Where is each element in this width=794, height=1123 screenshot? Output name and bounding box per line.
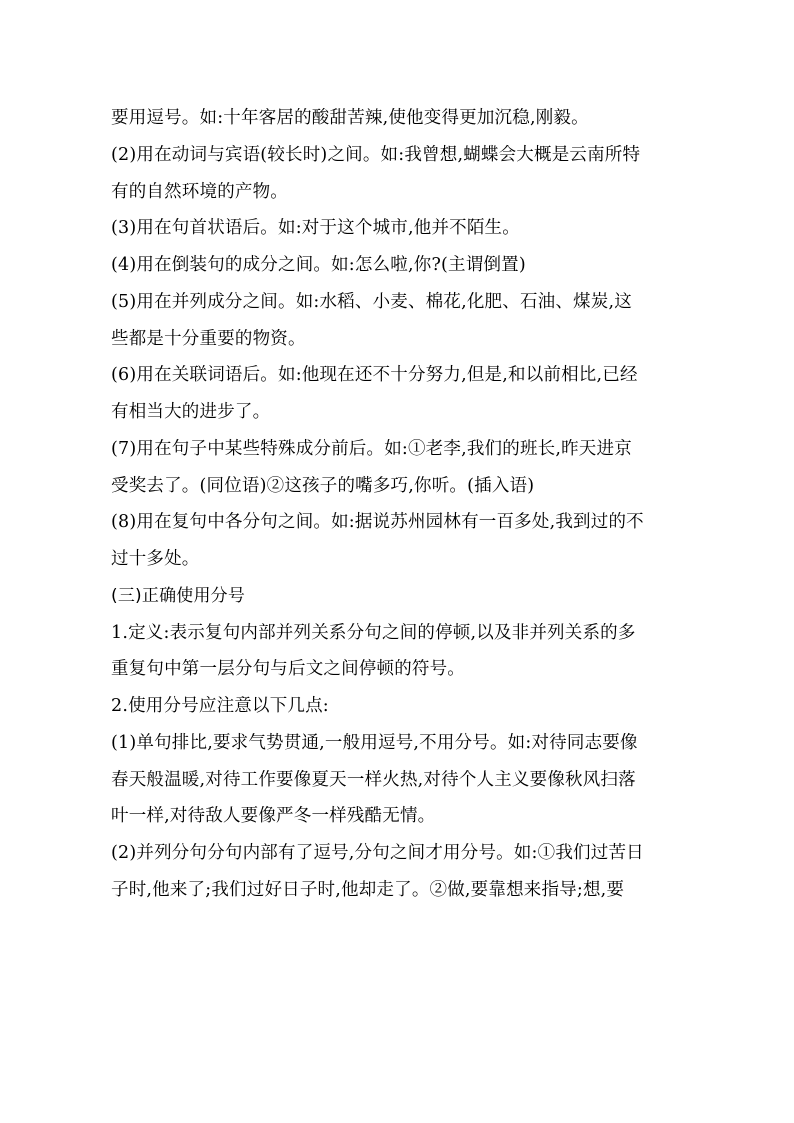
text-line: 过十多处。 bbox=[111, 549, 200, 569]
text-line: (5)用在并列成分之间。如:水稻、小麦、棉花,化肥、石油、煤炭,这 bbox=[111, 291, 632, 312]
text-line: (1)单句排比,要求气势贯通,一般用逗号,不用分号。如:对待同志要像 bbox=[111, 732, 638, 753]
text-line: (3)用在句首状语后。如:对于这个城市,他并不陌生。 bbox=[111, 218, 520, 239]
text-line: (7)用在句子中某些特殊成分前后。如:①老李,我们的班长,昨天进京 bbox=[111, 438, 632, 459]
text-line: 些都是十分重要的物资。 bbox=[111, 328, 306, 349]
text-line: 有相当大的进步了。 bbox=[111, 402, 271, 422]
text-line: 1.定义:表示复句内部并列关系分句之间的停顿,以及非并列关系的多 bbox=[111, 622, 636, 643]
text-line: 要用逗号。如:十年客居的酸甜苦辣,使他变得更加沉稳,刚毅。 bbox=[111, 108, 589, 128]
text-line: (4)用在倒装句的成分之间。如:怎么啦,你?(主谓倒置) bbox=[111, 255, 526, 275]
text-line: 重复句中第一层分句与后文之间停顿的符号。 bbox=[111, 659, 465, 680]
text-line: (2)用在动词与宾语(较长时)之间。如:我曾想,蝴蝶会大概是云南所特 bbox=[111, 144, 641, 165]
document-page bbox=[111, 100, 691, 909]
section-heading: (三)正确使用分号 bbox=[111, 585, 246, 606]
text-line: (2)并列分句分句内部有了逗号,分句之间才用分号。如:①我们过苦日 bbox=[111, 843, 644, 863]
text-line: 春天般温暖,对待工作要像夏天一样火热,对待个人主义要像秋风扫落 bbox=[111, 769, 636, 790]
text-line: 受奖去了。(同位语)②这孩子的嘴多巧,你听。(插入语) bbox=[111, 475, 535, 496]
text-line: 叶一样,对待敌人要像严冬一样残酷无情。 bbox=[111, 806, 436, 827]
text-line: (6)用在关联词语后。如:他现在还不十分努力,但是,和以前相比,已经 bbox=[111, 365, 638, 386]
text-line: 2.使用分号应注意以下几点: bbox=[111, 696, 329, 716]
text-line: 子时,他来了;我们过好日子时,他却走了。②做,要靠想来指导;想,要 bbox=[111, 879, 625, 900]
text-line: 有的自然环境的产物。 bbox=[111, 181, 288, 202]
text-line: (8)用在复句中各分句之间。如:据说苏州园林有一百多处,我到过的不 bbox=[111, 512, 644, 533]
